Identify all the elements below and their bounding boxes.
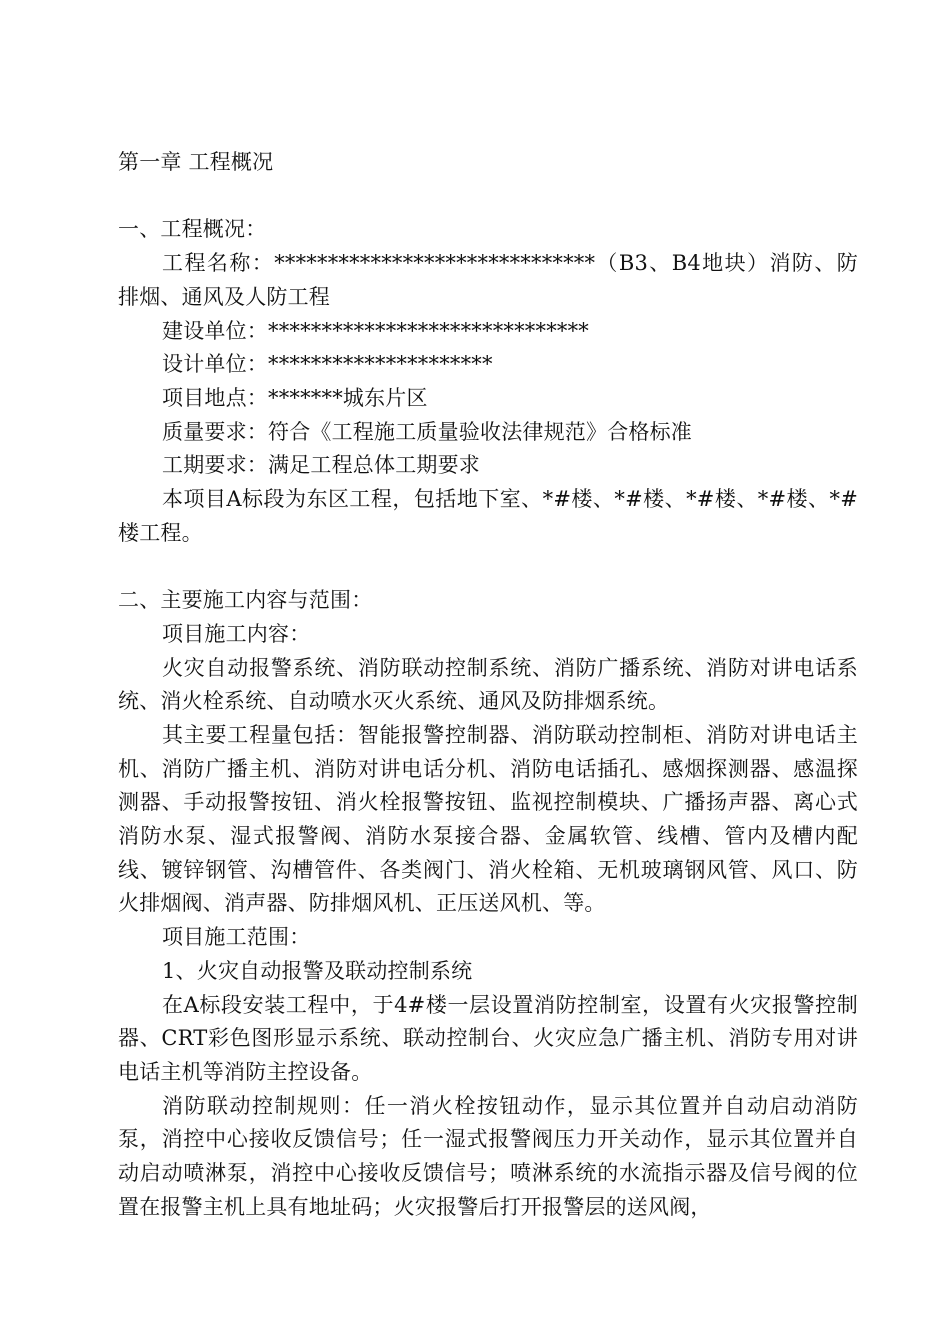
item1-description: 在A标段安装工程中，于4#楼一层设置消防控制室，设置有火灾报警控制器、CRT彩色图形显示系统、联动控制台、火灾应急广播主机、消防专用对讲电话主机等消防主控设备。 [118, 992, 858, 1084]
designer-unit: 设计单位：********************* [162, 352, 493, 377]
project-name: 工程名称：******************************（B3、B4地块）消防、防排烟、通风及人防工程 [118, 251, 858, 309]
section2-heading: 二、主要施工内容与范围： [118, 588, 373, 613]
schedule-requirement: 工期要求：满足工程总体工期要求 [162, 453, 480, 478]
project-location: 项目地点：*******城东片区 [162, 385, 428, 410]
builder-unit: 建设单位：****************************** [162, 318, 589, 343]
chapter-title: 第一章 工程概况 [118, 150, 274, 174]
linkage-rules-paragraph: 消防联动控制规则：任一消火栓按钮动作，显示其位置并自动启动消防泵，消控中心接收反馈信号；任一湿式报警阀压力开关动作，显示其位置并自动启动喷淋泵，消控中心接收反馈信号；喷淋系统的水流指示器及信号阀的位置在报警主机上具有地址码；火灾报警后打开报警层的送风阀， [118, 1093, 858, 1219]
quality-requirement: 质量要求：符合《工程施工质量验收法律规范》合格标准 [162, 419, 692, 444]
quantities-paragraph: 其主要工程量包括：智能报警控制器、消防联动控制柜、消防对讲电话主机、消防广播主机、消防对讲电话分机、消防电话插孔、感烟探测器、感温探测器、手动报警按钮、消火栓报警按钮、监视控制模块、广播扬声器、离心式消防水泵、湿式报警阀、消防水泵接合器、金属软管、线槽、管内及槽内配线、镀锌钢管、沟槽管件、各类阀门、消火栓箱、无机玻璃钢风管、风口、防火排烟阀、消声器、防排烟风机、正压送风机、等。 [118, 722, 858, 916]
content-label: 项目施工内容： [162, 621, 311, 646]
section-gap [118, 550, 858, 584]
section1-heading: 一、工程概况： [118, 217, 267, 242]
scope-note: 本项目A标段为东区工程，包括地下室、*#楼、*#楼、*#楼、*#楼、*#楼工程。 [118, 487, 858, 545]
item1-title: 1、火灾自动报警及联动控制系统 [162, 958, 473, 983]
document-page [118, 146, 858, 1224]
range-label: 项目施工范围： [162, 925, 311, 950]
systems-paragraph: 火灾自动报警系统、消防联动控制系统、消防广播系统、消防对讲电话系统、消火栓系统、自动喷水灭火系统、通风及防排烟系统。 [118, 655, 858, 714]
